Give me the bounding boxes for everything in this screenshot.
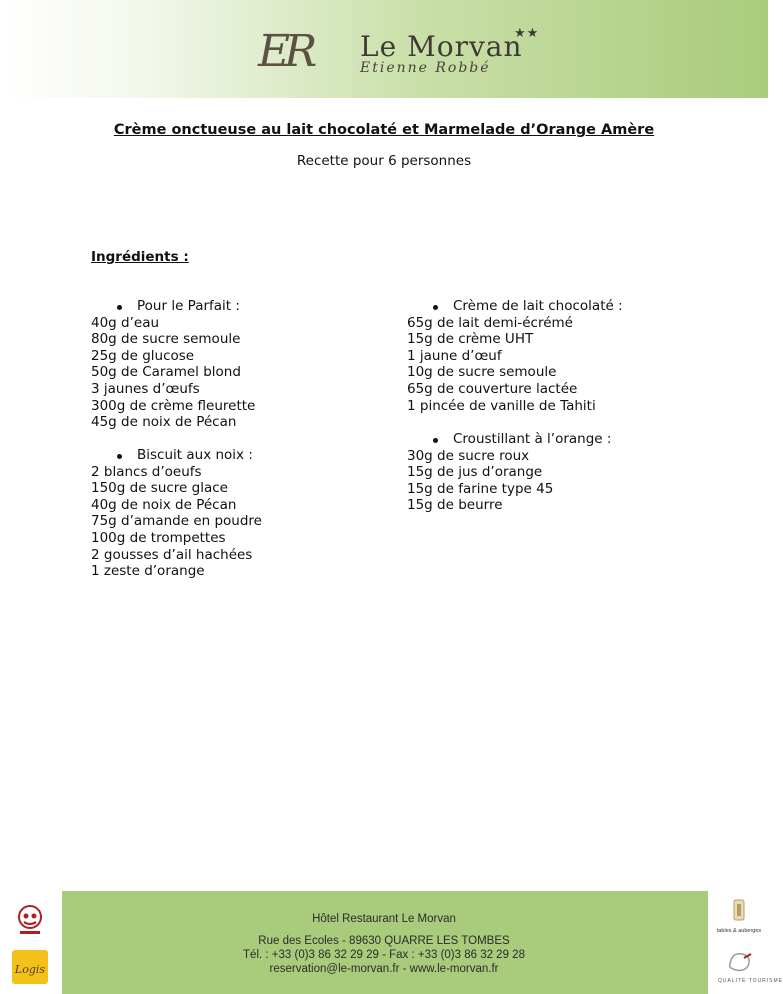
footer-contact: reservation@le-morvan.fr - www.le-morvan.fr <box>269 963 499 975</box>
list-item: 65g de couverture lactée <box>407 380 578 397</box>
ingredients-heading: Ingrédients : <box>91 249 189 265</box>
footer-address: Rue des Ecoles - 89630 QUARRE LES TOMBES <box>258 935 510 947</box>
logo-name: Le Morvan <box>360 30 523 63</box>
list-item: 65g de lait demi-écrémé <box>407 314 573 331</box>
bib-gourmand-icon <box>15 904 45 936</box>
section-biscuit <box>91 447 262 580</box>
list-item: 150g de sucre glace <box>91 480 228 497</box>
footer-hotel-name: Hôtel Restaurant Le Morvan <box>312 913 456 925</box>
logo-subtitle: Etienne Robbé <box>360 60 491 76</box>
list-item: 40g d’eau <box>91 314 160 331</box>
list-item: 100g de trompettes <box>91 529 226 546</box>
list-item: 25g de glucose <box>91 347 195 364</box>
list-item: 75g d’amande en poudre <box>91 513 262 530</box>
bullet-icon <box>433 305 438 310</box>
tables-auberges-logo: tables & auberges <box>716 898 762 938</box>
section-title: Crème de lait chocolaté : <box>407 298 623 315</box>
section-title: Pour le Parfait : <box>91 298 255 315</box>
list-item: 1 jaune d’œuf <box>407 347 502 364</box>
tables-auberges-icon <box>716 898 762 924</box>
qualite-tourisme-icon <box>718 948 762 974</box>
bullet-icon <box>117 454 122 459</box>
list-item: 40g de noix de Pécan <box>91 496 237 513</box>
list-item: 15g de crème UHT <box>407 331 534 348</box>
list-item: 15g de beurre <box>407 497 503 514</box>
section-parfait <box>91 298 255 431</box>
list-item: 80g de sucre semoule <box>91 331 241 348</box>
logo-stars: ★★ <box>514 26 540 41</box>
bullet-icon <box>117 305 122 310</box>
list-item: 3 jaunes d’œufs <box>91 380 200 397</box>
list-item: 30g de sucre roux <box>407 447 530 464</box>
list-item: 2 blancs d’oeufs <box>91 463 202 480</box>
list-item: 15g de farine type 45 <box>407 480 554 497</box>
recipe-title: Crème onctueuse au lait chocolaté et Marmelade d’Orange Amère <box>113 122 655 138</box>
logo-monogram: ER <box>258 26 312 77</box>
bullet-icon <box>433 438 438 443</box>
logis-logo: Logis <box>12 950 48 984</box>
list-item: 1 pincée de vanille de Tahiti <box>407 397 596 414</box>
section-creme <box>407 298 623 414</box>
qualite-tourisme-logo: QUALITÉ TOURISME <box>718 948 762 988</box>
recipe-subtitle: Recette pour 6 personnes <box>296 153 472 169</box>
list-item: 300g de crème fleurette <box>91 397 256 414</box>
section-croustillant <box>407 431 611 514</box>
section-title: Biscuit aux noix : <box>91 447 262 464</box>
footer-phone: Tél. : +33 (0)3 86 32 29 29 - Fax : +33 (0)3 86 32 29 28 <box>243 949 525 961</box>
list-item: 45g de noix de Pécan <box>91 414 237 431</box>
list-item: 10g de sucre semoule <box>407 364 557 381</box>
list-item: 15g de jus d’orange <box>407 464 543 481</box>
section-title: Croustillant à l’orange : <box>407 431 611 448</box>
list-item: 1 zeste d’orange <box>91 563 205 580</box>
list-item: 50g de Caramel blond <box>91 364 241 381</box>
list-item: 2 gousses d’ail hachées <box>91 546 253 563</box>
